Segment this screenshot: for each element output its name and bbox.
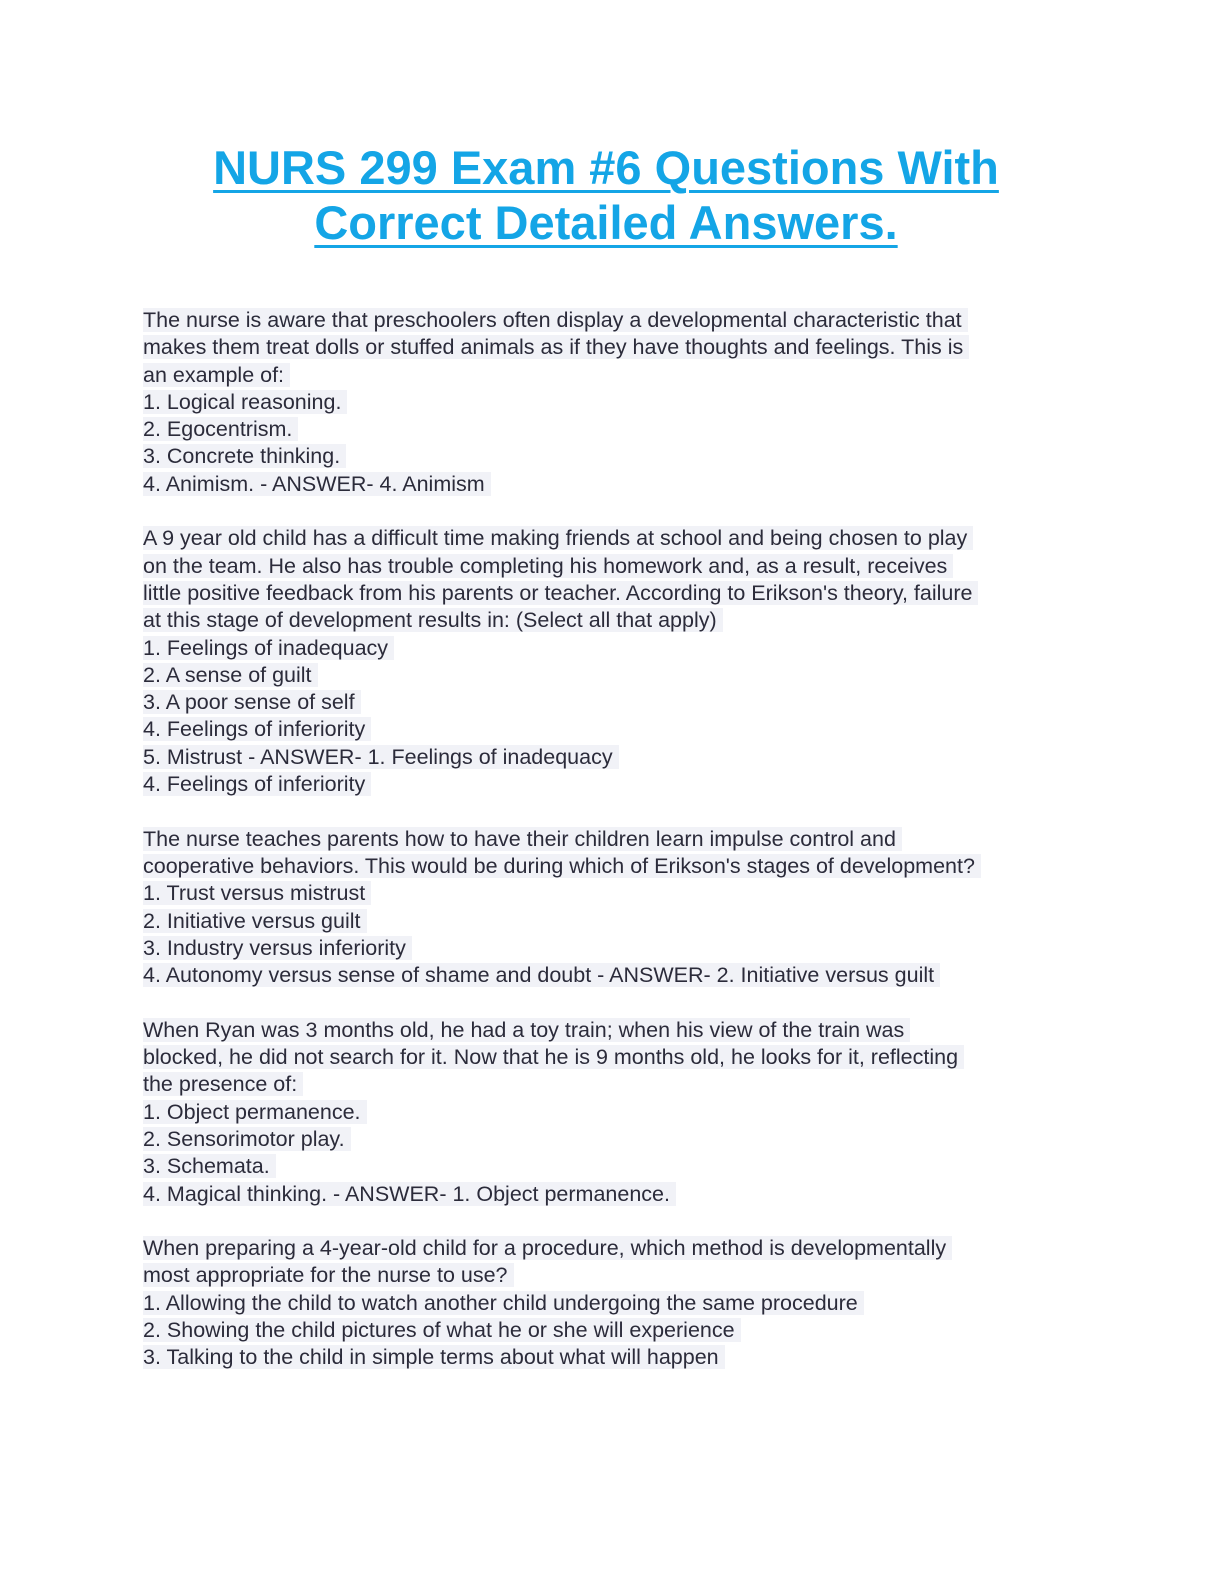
answer-option: 4. Feelings of inferiority: [143, 716, 1083, 743]
question-block: [143, 1017, 1083, 1208]
title-line-2[interactable]: Correct Detailed Answers.: [314, 196, 898, 249]
question-line: cooperative behaviors. This would be during which of Erikson's stages of development?: [143, 853, 1083, 880]
question-block: [143, 826, 1083, 990]
question-line: When Ryan was 3 months old, he had a toy train; when his view of the train was: [143, 1017, 1083, 1044]
paragraph-gap: [143, 498, 1083, 525]
answer-option-with-key: 4. Animism. - ANSWER- 4. Animism: [143, 471, 1083, 498]
answer-option: 2. Initiative versus guilt: [143, 908, 1083, 935]
question-line: little positive feedback from his parents or teacher. According to Erikson's theory, failure: [143, 580, 1083, 607]
answer-option: 2. Sensorimotor play.: [143, 1126, 1083, 1153]
answer-option-with-key: 5. Mistrust - ANSWER- 1. Feelings of inadequacy: [143, 744, 1083, 771]
document-title[interactable]: [100, 140, 1112, 250]
answer-option-with-key: 4. Magical thinking. - ANSWER- 1. Object permanence.: [143, 1181, 1083, 1208]
question-line: at this stage of development results in: (Select all that apply): [143, 607, 1083, 634]
answer-option-with-key: 4. Autonomy versus sense of shame and doubt - ANSWER- 2. Initiative versus guilt: [143, 962, 1083, 989]
question-line: The nurse is aware that preschoolers often display a developmental characteristic that: [143, 307, 1083, 334]
question-block: [143, 525, 1083, 798]
answer-option: 3. Industry versus inferiority: [143, 935, 1083, 962]
title-line-1[interactable]: NURS 299 Exam #6 Questions With: [213, 141, 999, 194]
question-line: the presence of:: [143, 1071, 1083, 1098]
paragraph-gap: [143, 989, 1083, 1016]
answer-option: 1. Logical reasoning.: [143, 389, 1083, 416]
answer-option: 2. Egocentrism.: [143, 416, 1083, 443]
answer-option: 2. Showing the child pictures of what he or she will experience: [143, 1317, 1083, 1344]
question-line: The nurse teaches parents how to have their children learn impulse control and: [143, 826, 1083, 853]
question-line: most appropriate for the nurse to use?: [143, 1262, 1083, 1289]
answer-key-line: 4. Feelings of inferiority: [143, 771, 1083, 798]
paragraph-gap: [143, 1208, 1083, 1235]
paragraph-gap: [143, 798, 1083, 825]
question-line: an example of:: [143, 362, 1083, 389]
question-line: When preparing a 4-year-old child for a procedure, which method is developmentally: [143, 1235, 1083, 1262]
answer-option: 1. Object permanence.: [143, 1099, 1083, 1126]
answer-option: 1. Trust versus mistrust: [143, 880, 1083, 907]
answer-option: 3. A poor sense of self: [143, 689, 1083, 716]
questions-list: [143, 307, 1083, 1372]
question-line: makes them treat dolls or stuffed animals as if they have thoughts and feelings. This is: [143, 334, 1083, 361]
answer-option: 1. Feelings of inadequacy: [143, 635, 1083, 662]
answer-option: 1. Allowing the child to watch another child undergoing the same procedure: [143, 1290, 1083, 1317]
answer-option: 3. Talking to the child in simple terms about what will happen: [143, 1344, 1083, 1371]
question-line: on the team. He also has trouble completing his homework and, as a result, receives: [143, 553, 1083, 580]
question-line: blocked, he did not search for it. Now that he is 9 months old, he looks for it, reflecting: [143, 1044, 1083, 1071]
answer-option: 2. A sense of guilt: [143, 662, 1083, 689]
answer-option: 3. Schemata.: [143, 1153, 1083, 1180]
question-block: [143, 1235, 1083, 1371]
question-block: [143, 307, 1083, 498]
question-line: A 9 year old child has a difficult time making friends at school and being chosen to play: [143, 525, 1083, 552]
answer-option: 3. Concrete thinking.: [143, 443, 1083, 470]
